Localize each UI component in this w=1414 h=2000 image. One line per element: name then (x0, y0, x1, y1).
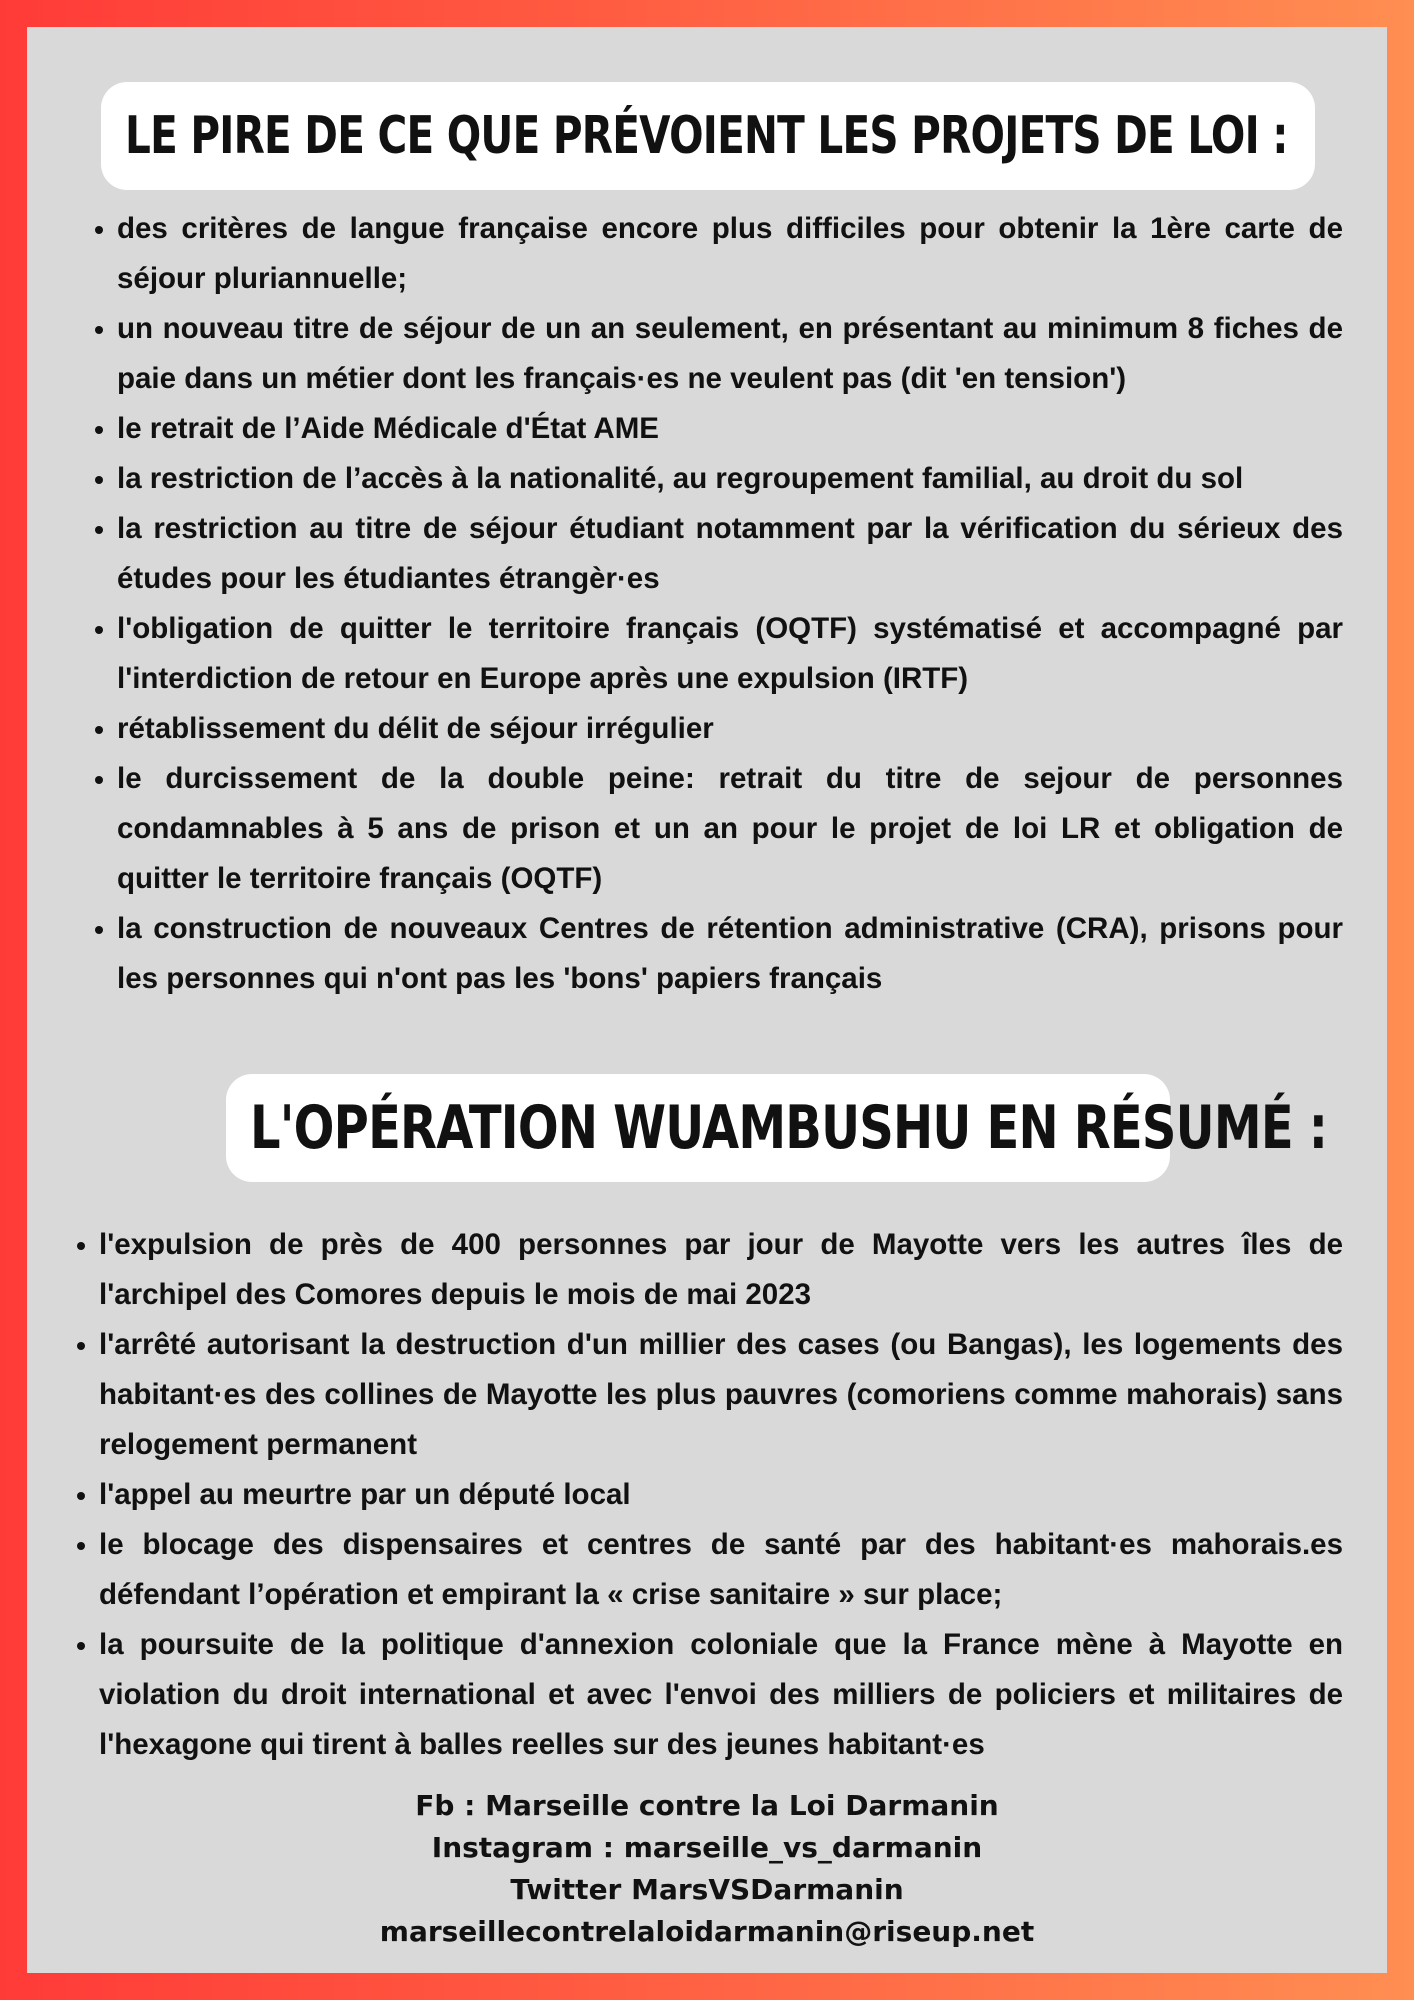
list-item-text: l'arrêté autorisant la destruction d'un millier des cases (ou Bangas), les logements des habitant·es des collines de Mayotte les plus pauvres (comoriens comme mahorais) sans relogement permanent (99, 1328, 1343, 1461)
bullet-icon (95, 326, 103, 334)
bullet-icon (95, 626, 103, 634)
list-item-text: rétablissement du délit de séjour irrégulier (117, 712, 714, 745)
section1-title: LE PIRE DE CE QUE PRÉVOIENT LES PROJETS DE LOI : (125, 106, 1288, 166)
list-item (99, 1470, 1343, 1520)
list-item (99, 1320, 1343, 1470)
contact-block (27, 1785, 1387, 1953)
bullet-icon (95, 526, 103, 534)
list-item (117, 454, 1343, 504)
list-item-text: le durcissement de la double peine: retrait du titre de sejour de personnes condamnables à 5 ans de prison et un an pour le projet de loi LR et obligation de quitter le territoire français (OQTF) (117, 762, 1343, 895)
list-item-text: un nouveau titre de séjour de un an seulement, en présentant au minimum 8 fiches de paie dans un métier dont les français·es ne veulent pas (dit 'en tension') (117, 312, 1343, 395)
section2-heading-box (226, 1074, 1328, 1182)
bullet-icon (77, 1342, 85, 1350)
list-item (117, 404, 1343, 454)
list-item-text: le blocage des dispensaires et centres de santé par des habitant·es mahorais.es défendant l’opération et empirant la « crise sanitaire » sur place; (99, 1528, 1343, 1611)
list-item-text: la construction de nouveaux Centres de rétention administrative (CRA), prisons pour les personnes qui n'ont pas les 'bons' papiers français (117, 912, 1343, 995)
bullet-icon (95, 926, 103, 934)
list-item-text: des critères de langue française encore plus difficiles pour obtenir la 1ère carte de séjour pluriannuelle; (117, 212, 1343, 295)
bullet-icon (77, 1492, 85, 1500)
bullet-icon (95, 726, 103, 734)
section2-title: L'OPÉRATION WUAMBUSHU EN RÉSUMÉ : (250, 1093, 1328, 1163)
bullet-icon (77, 1642, 85, 1650)
list-item-text: l'expulsion de près de 400 personnes par jour de Mayotte vers les autres îles de l'archipel des Comores depuis le mois de mai 2023 (99, 1228, 1343, 1311)
section2-list (99, 1220, 1343, 1770)
list-item-text: la restriction au titre de séjour étudiant notamment par la vérification du sérieux des études pour les étudiantes étrangèr·es (117, 512, 1343, 595)
facebook-contact: Fb : Marseille contre la Loi Darmanin (415, 1789, 999, 1822)
bullet-icon (95, 776, 103, 784)
list-item (117, 304, 1343, 404)
list-item-text: la poursuite de la politique d'annexion coloniale que la France mène à Mayotte en violation du droit international et avec l'envoi des milliers de policiers et militaires de l'hexagone qui tirent à balles reelles sur des jeunes habitant·es (99, 1628, 1343, 1761)
list-item (99, 1620, 1343, 1770)
section1-heading-box (101, 82, 1315, 190)
list-item-text: l'obligation de quitter le territoire français (OQTF) systématisé et accompagné par l'interdiction de retour en Europe après une expulsion (IRTF) (117, 612, 1343, 695)
list-item (117, 704, 1343, 754)
list-item (99, 1220, 1343, 1320)
list-item (117, 204, 1343, 304)
list-item (117, 754, 1343, 904)
instagram-contact: Instagram : marseille_vs_darmanin (431, 1831, 983, 1864)
list-item-text: le retrait de l’Aide Médicale d'État AME (117, 412, 659, 445)
bullet-icon (77, 1242, 85, 1250)
email-contact: marseillecontrelaloidarmanin@riseup.net (379, 1915, 1035, 1948)
bullet-icon (77, 1542, 85, 1550)
list-item (117, 504, 1343, 604)
twitter-contact: Twitter MarsVSDarmanin (510, 1873, 904, 1906)
list-item (117, 904, 1343, 1004)
bullet-icon (95, 426, 103, 434)
bullet-icon (95, 476, 103, 484)
section1-list (117, 204, 1343, 1004)
list-item-text: la restriction de l’accès à la nationalité, au regroupement familial, au droit du sol (117, 462, 1244, 495)
bullet-icon (95, 226, 103, 234)
list-item (117, 604, 1343, 704)
list-item-text: l'appel au meurtre par un député local (99, 1478, 631, 1511)
poster-panel (27, 27, 1387, 1973)
list-item (99, 1520, 1343, 1620)
